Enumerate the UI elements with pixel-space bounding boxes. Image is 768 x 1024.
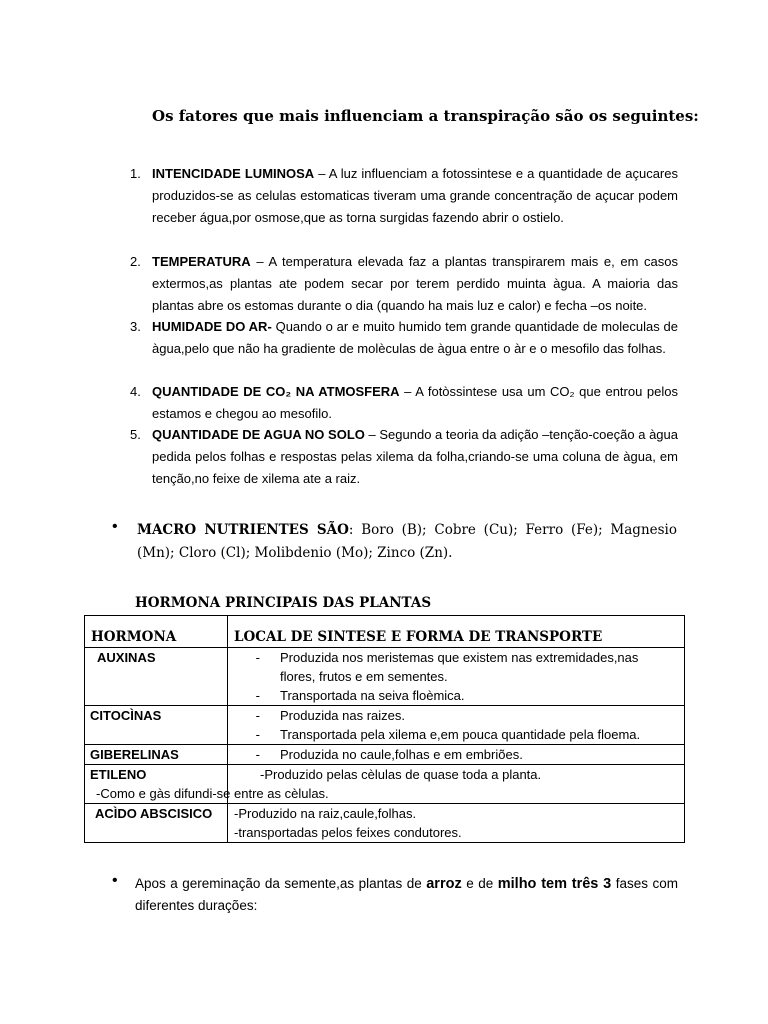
item-text: A temperatura elevada faz a plantas transpirarem mais e, em casos extermos,as plantas ate podem secar por terem perdido muinta àgua. A maioria das plantas abre os estomas durante o dia (quando ha mais luz e calor) e fecha –os noite. bbox=[152, 254, 678, 313]
table-header-row bbox=[85, 616, 685, 648]
item-text: Quando o ar e muito humido tem grande quantidade de moleculas de àgua,pelo que não ha gradiente de molèculas de àgua entre o àr e o mesofilo das folhas. bbox=[152, 319, 679, 356]
item-heading: QUANTIDADE DE CO₂ NA ATMOSFERA bbox=[152, 384, 400, 399]
table-header-cell: LOCAL DE SINTESE E FORMA DE TRANSPORTE bbox=[228, 616, 685, 648]
item-text: A luz influenciam a fotossintese e a quantidade de açucares produzidos-se as celulas estomaticas tiveram uma grande concentração de açucar podem receber água,por osmose,que as torna surgidas fazendo abrir o ostielo. bbox=[152, 166, 678, 225]
item-heading: TEMPERATURA bbox=[152, 254, 251, 269]
table-header-cell: HORMONA bbox=[85, 616, 228, 648]
table-row bbox=[85, 745, 685, 765]
description-line: -Como e gàs difundi-se entre as cèlulas. bbox=[96, 786, 329, 801]
hormone-description: - Produzida nas raizes. - Transportada pela xilema e,em pouca quantidade pela floema. bbox=[228, 706, 685, 745]
description-line: Produzida nos meristemas que existem nas extremidades,nas bbox=[280, 650, 639, 665]
description-line: -Produzido pelas cèlulas de quase toda a planta. bbox=[260, 767, 542, 782]
hormone-description: - Produzida nos meristemas que existem nas extremidades,nas flores, frutos e em sementes. - Transportada na seiva floèmica. bbox=[228, 648, 685, 706]
description-line: flores, frutos e em sementes. bbox=[280, 669, 448, 684]
table-row bbox=[85, 648, 685, 706]
description-line: -transportadas pelos feixes condutores. bbox=[234, 825, 462, 840]
description-line: -Produzido na raiz,caule,folhas. bbox=[234, 806, 417, 821]
hormone-name: ETILENO bbox=[85, 765, 228, 804]
list-number: 3. bbox=[130, 319, 141, 334]
list-item: QUANTIDADE DE CO₂ NA ATMOSFERA – A fotòssintese usa um CO₂ que entrou pelos estamos e chegou ao mesofilo. bbox=[152, 384, 679, 421]
macro-heading: MACRO NUTRIENTES SÃO bbox=[137, 522, 349, 538]
list-number: 4. bbox=[130, 384, 141, 399]
page-title: Os fatores que mais influenciam a transpiração são os seguintes: bbox=[152, 107, 699, 125]
list-item: QUANTIDADE DE AGUA NO SOLO – Segundo a teoria da adição –tenção-coeção a àgua pedida pelos folhas e respostas pelas xilema da folha,criando-se uma coluna de àgua, em tenção,no feixe de xilema ate a raiz. bbox=[152, 427, 678, 486]
bullet-icon: • bbox=[112, 518, 118, 535]
list-number: 5. bbox=[130, 427, 141, 442]
rice-label: arroz bbox=[426, 876, 462, 892]
germination-paragraph: Apos a gereminação da semente,as plantas de arroz e de milho tem três 3 fases com diferentes durações: bbox=[135, 876, 679, 913]
hormone-name: GIBERELINAS bbox=[85, 745, 228, 765]
hormone-description bbox=[228, 804, 685, 843]
list-number: 1. bbox=[130, 166, 141, 181]
item-heading: QUANTIDADE DE AGUA NO SOLO bbox=[152, 427, 365, 442]
item-text: A fotòssintese usa um CO₂ que entrou pelos estamos e chegou ao mesofilo. bbox=[152, 384, 679, 421]
hormones-title: HORMONA PRINCIPAIS DAS PLANTAS bbox=[135, 595, 432, 611]
table-row bbox=[85, 706, 685, 745]
description-line: Transportada pela xilema e,em pouca quantidade pela floema. bbox=[280, 727, 641, 742]
corn-label: milho tem três 3 bbox=[497, 876, 612, 892]
hormone-name: AUXINAS bbox=[85, 648, 228, 706]
list-item: INTENCIDADE LUMINOSA – A luz influenciam a fotossintese e a quantidade de açucares produzidos-se as celulas estomaticas tiveram uma grande concentração de açucar podem receber água,por osmose,que as torna surgidas fazendo abrir o ostielo. bbox=[152, 166, 678, 225]
hormone-name: CITOCÌNAS bbox=[85, 706, 228, 745]
hormone-description: - Produzida no caule,folhas e em embriões. bbox=[228, 745, 685, 765]
description-line: Produzida no caule,folhas e em embriões. bbox=[280, 747, 523, 762]
description-line: Transportada na seiva floèmica. bbox=[280, 688, 465, 703]
list-number: 2. bbox=[130, 254, 141, 269]
item-text: Segundo a teoria da adição –tenção-coeção a àgua pedida pelos folhas e respostas pelas xilema da folha,criando-se uma coluna de àgua, em tenção,no feixe de xilema ate a raiz. bbox=[152, 427, 678, 486]
list-item: TEMPERATURA – A temperatura elevada faz a plantas transpirarem mais e, em casos extermos,as plantas ate podem secar por terem perdido muinta àgua. A maioria das plantas abre os estomas durante o dia (quando ha mais luz e calor) e fecha –os noite. bbox=[152, 254, 678, 313]
item-heading: HUMIDADE DO AR- bbox=[152, 319, 272, 334]
bullet-icon: • bbox=[112, 872, 118, 889]
hormone-name: ACÌDO ABSCISICO bbox=[85, 804, 228, 843]
list-item bbox=[152, 316, 678, 360]
macro-text: : Boro (B); Cobre (Cu); Ferro (Fe); Magnesio (Mn); Cloro (Cl); Molibdenio (Mo); Zinco (Zn). bbox=[137, 522, 677, 561]
description-line: Produzida nas raizes. bbox=[280, 708, 406, 723]
item-heading: INTENCIDADE LUMINOSA bbox=[152, 166, 315, 181]
table-row bbox=[85, 765, 685, 804]
macro-nutrients bbox=[137, 519, 677, 565]
hormones-table bbox=[84, 615, 685, 843]
table-row bbox=[85, 804, 685, 843]
